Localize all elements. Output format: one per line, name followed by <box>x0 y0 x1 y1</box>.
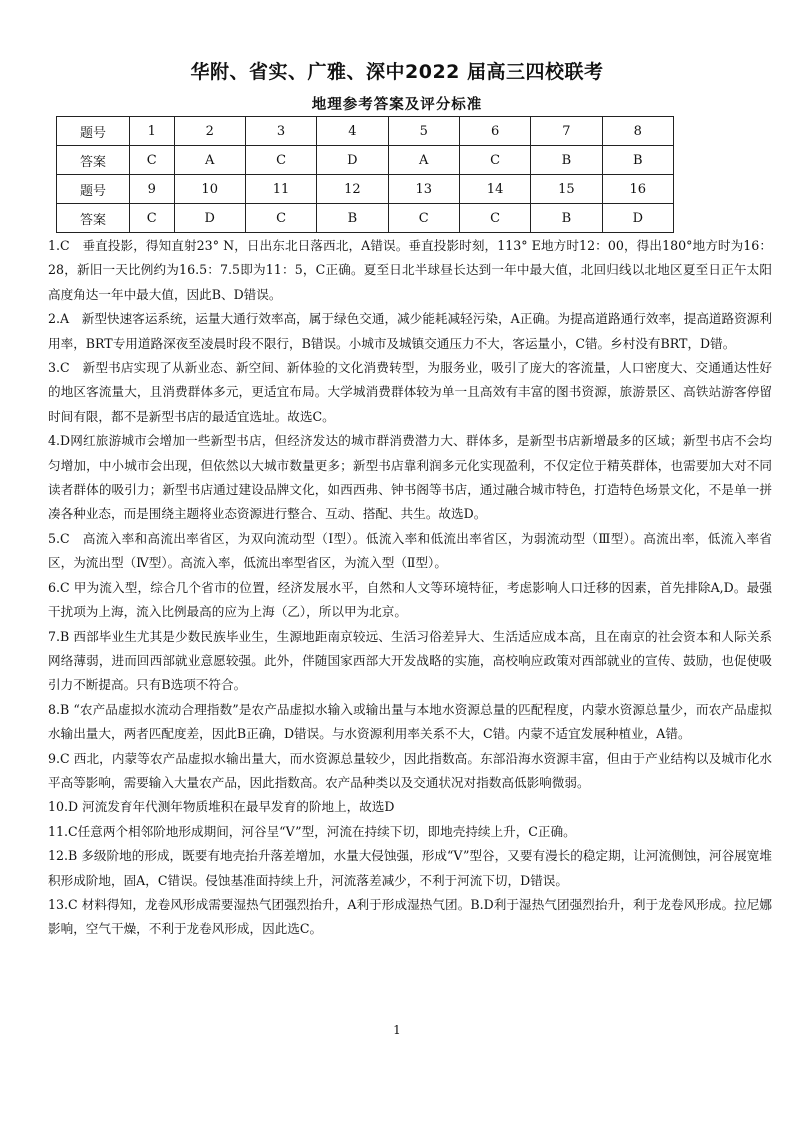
table-cell: 13 <box>388 175 459 204</box>
explanation-item: 11.C任意两个相邻阶地形成期间，河谷呈“V”型，河流在持续下切，即地壳持续上升，C正确。 <box>48 823 576 839</box>
explanation-item: 6.C 甲为流入型，综合几个省市的位置，经济发展水平，自然和人文等环境特征，考虑影响人口迁移的因素，首先排除A,D。最强干扰项为上海，流入比例最高的应为上海（乙），所以甲为北京。 <box>48 579 772 620</box>
table-cell: C <box>130 204 175 233</box>
table-cell: A <box>388 146 459 175</box>
table-cell: C <box>245 146 316 175</box>
table-cell: B <box>317 204 388 233</box>
table-cell: C <box>459 146 530 175</box>
explanation-item: 10.D 河流发育年代测年物质堆积在最早发育的阶地上，故选D <box>48 799 395 815</box>
table-cell: 6 <box>459 117 530 146</box>
table-cell: C <box>388 204 459 233</box>
page-number: 1 <box>393 1023 401 1037</box>
explanation-item: 9.C 西北，内蒙等农产品虚拟水输出量大，而水资源总量较少，因此指数高。东部沿海水资源丰富，但由于产业结构以及城市化水平高等影响，需要输入大量农产品，因此指数高。农产品种类以及交通状况对指数高低影响微弱。 <box>48 750 772 790</box>
explanation-item: 13.C 材料得知，龙卷风形成需要湿热气团强烈抬升，A利于形成湿热气团。B.D利于湿热气团强烈抬升，利于龙卷风形成。拉尼娜影响，空气干燥，不利于龙卷风形成，因此选C。 <box>48 896 772 937</box>
table-cell: B <box>602 146 673 175</box>
table-cell: 1 <box>130 117 175 146</box>
table-cell: C <box>459 204 530 233</box>
table-cell: 4 <box>317 117 388 146</box>
row-header: 题号 <box>57 117 130 146</box>
page-subtitle: 地理参考答案及评分标准 <box>311 97 483 113</box>
table-cell: D <box>317 146 388 175</box>
explanations <box>48 234 772 942</box>
table-cell: C <box>245 204 316 233</box>
explanation-item: 4.D网红旅游城市会增加一些新型书店，但经济发达的城市群消费潜力大、群体多，是新型书店新增最多的区域；新型书店不会均匀增加，中小城市会出现，但依然以大城市数量更多；新型书店靠利润多元化实现盈利，不仅定位于精英群体，也需要加大对不同读者群体的吸引力；新型书店通过建设品牌文化，如西西弗、钟书阁等书店，通过融合城市特色，打造特色场景文化，不是单一拼凑各种业态，而是围绕主题将业态资源进行整合、互动、搭配、共生。故选D。 <box>48 433 772 522</box>
table-cell: C <box>130 146 175 175</box>
table-cell: 14 <box>459 175 530 204</box>
table-cell: 3 <box>245 117 316 146</box>
table-row <box>57 146 674 175</box>
answer-table <box>56 116 674 233</box>
table-cell: 15 <box>531 175 602 204</box>
page-title: 华附、省实、广雅、深中2022 届高三四校联考 <box>190 61 604 83</box>
table-row <box>57 175 674 204</box>
table-cell: 11 <box>245 175 316 204</box>
table-cell: 9 <box>130 175 175 204</box>
row-header: 答案 <box>57 204 130 233</box>
table-cell: 2 <box>174 117 245 146</box>
table-row <box>57 117 674 146</box>
table-cell: D <box>174 204 245 233</box>
explanation-item: 12.B 多级阶地的形成，既要有地壳抬升落差增加，水量大侵蚀强，形成“V”型谷，又要有漫长的稳定期，让河流侧蚀，河谷展宽堆积形成阶地，固A，C错误。侵蚀基准面持续上升，河流落差减少，不利于河流下切，D错误。 <box>48 848 772 888</box>
table-cell: 12 <box>317 175 388 204</box>
row-header: 题号 <box>57 175 130 204</box>
table-cell: B <box>531 146 602 175</box>
table-row <box>57 204 674 233</box>
table-cell: 16 <box>602 175 673 204</box>
explanation-item: 8.B “农产品虚拟水流动合理指数”是农产品虚拟水输入或输出量与本地水资源总量的匹配程度，内蒙水资源总量少，而农产品虚拟水输出量大，两者匹配度差，因此B正确，D错误。与水资源利用率关系不大，C错。内蒙不适宜发展种植业，A错。 <box>48 701 772 742</box>
explanation-item: 3.C 新型书店实现了从新业态、新空间、新体验的文化消费转型，为服务业，吸引了庞大的客流量，人口密度大、交通通达性好的地区客流量大，且消费群体多元，更适宜布局。大学城消费群体较为单一且高效有丰富的图书资源，旅游景区、高铁站游客停留时间有限，都不是新型书店的最适宜选址。故选C。 <box>48 360 772 424</box>
table-cell: 7 <box>531 117 602 146</box>
explanation-item: 5.C 高流入率和高流出率省区，为双向流动型（Ⅰ型）。低流入率和低流出率省区，为弱流动型（Ⅲ型）。高流出率，低流入率省区，为流出型（Ⅳ型）。高流入率，低流出率型省区，为流入型（Ⅱ型）。 <box>48 530 772 571</box>
table-cell: 5 <box>388 117 459 146</box>
explanation-item: 7.B 西部毕业生尤其是少数民族毕业生，生源地距南京较远、生活习俗差异大、生活适应成本高，且在南京的社会资本和人际关系网络薄弱，进而回西部就业意愿较强。此外，伴随国家西部大开发战略的实施，高校响应政策对西部就业的宣传、鼓励，也促使吸引力不断提高。只有B选项不符合。 <box>48 628 772 693</box>
table-cell: D <box>602 204 673 233</box>
explanation-item: 2.A 新型快速客运系统，运量大通行效率高，属于绿色交通，减少能耗减轻污染，A正确。为提高道路通行效率，提高道路资源利用率，BRT专用道路深夜至凌晨时段不限行，B错误。小城市及城镇交通压力不大，客运量小，C错。乡村没有BRT，D错。 <box>48 311 772 351</box>
explanation-item: 1.C 垂直投影，得知直射23° N，日出东北日落西北，A错误。垂直投影时刻，113° E地方时12：00，得出180°地方时为16：28，新旧一天比例约为16.5：7.5即为11：5，C正确。夏至日北半球昼长达到一年中最大值，北回归线以北地区夏至日正午太阳高度角达一年中最大值，因此B、D错误。 <box>48 238 772 302</box>
table-cell: 10 <box>174 175 245 204</box>
table-cell: B <box>531 204 602 233</box>
table-cell: 8 <box>602 117 673 146</box>
table-cell: A <box>174 146 245 175</box>
row-header: 答案 <box>57 146 130 175</box>
